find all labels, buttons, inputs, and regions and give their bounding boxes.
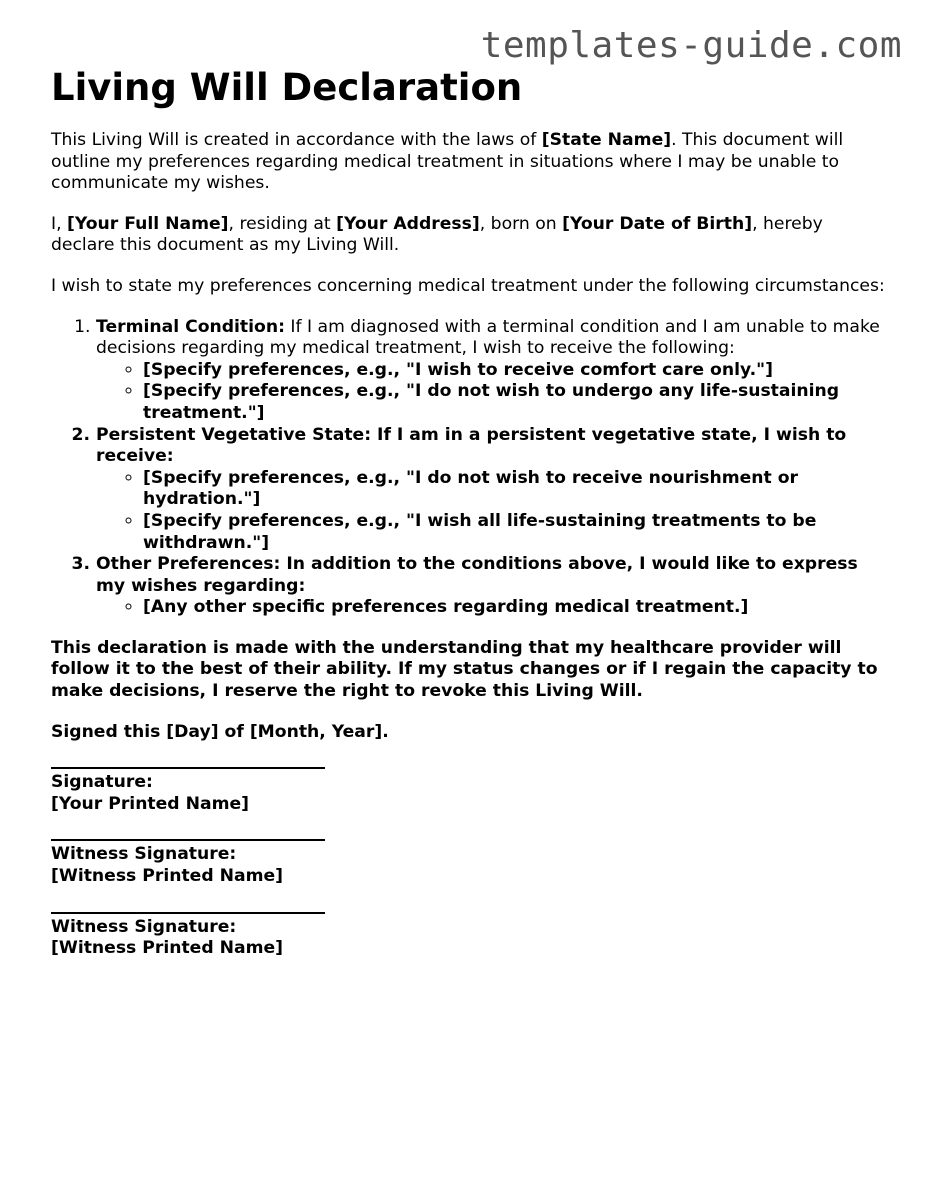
condition-text: If I am in a persistent vegetative state, I wish to receive:: [96, 424, 847, 467]
condition-heading: Terminal Condition:: [96, 316, 285, 337]
condition-item: [96, 317, 886, 425]
preference-sublist: [96, 468, 886, 554]
address-placeholder: [Your Address]: [336, 213, 480, 234]
condition-heading: Other Preferences:: [96, 554, 281, 575]
condition-item: [96, 554, 886, 619]
signature-block: [51, 767, 886, 815]
conditions-list: [51, 317, 886, 619]
preference-sublist: [96, 597, 886, 619]
signature-line: [51, 912, 325, 914]
preferences-intro: I wish to state my preferences concerning medical treatment under the following circumstances:: [51, 275, 885, 296]
signature-line: [51, 767, 325, 769]
intro-text-post: . This document will outline my preferences regarding medical treatment in situations where I may be unable to communicate my wishes.: [51, 130, 844, 194]
preference-item: [143, 597, 886, 619]
intro-text-pre: This Living Will is created in accordance with the laws of: [51, 130, 542, 150]
preference-item: [143, 381, 886, 424]
signed-date-line: Signed this [Day] of [Month, Year].: [51, 721, 389, 742]
witness-signature-block: [51, 912, 886, 960]
document-body: [51, 66, 886, 960]
witness-signature-block: [51, 839, 886, 887]
declarant-text-pre: I,: [51, 213, 67, 234]
signature-label: Witness Signature:: [51, 916, 237, 937]
closing-paragraph: This declaration is made with the understanding that my healthcare provider will follow it to the best of their ability. If my status changes or if I regain the capacity to make decisions, I reserve the right to revoke this Living Will.: [51, 637, 878, 702]
condition-item: [96, 425, 886, 555]
signature-line: [51, 839, 325, 841]
preference-text: [Specify preferences, e.g., "I do not wish to receive nourishment or hydration."]: [143, 467, 799, 510]
watermark: templates-guide.com: [480, 25, 902, 66]
preference-item: [143, 360, 886, 382]
signature-label: Signature:: [51, 772, 153, 793]
preference-item: [143, 468, 886, 511]
signature-label: Witness Signature:: [51, 844, 237, 865]
preference-item: [143, 511, 886, 554]
condition-text: If I am diagnosed with a terminal condition and I am unable to make decisions regarding my medical treatment, I wish to receive the following:: [96, 316, 880, 359]
preference-text: [Specify preferences, e.g., "I do not wish to undergo any life-sustaining treatment."]: [143, 381, 840, 423]
printed-name: [Witness Printed Name]: [51, 938, 284, 959]
printed-name: [Witness Printed Name]: [51, 866, 284, 887]
printed-name: [Your Printed Name]: [51, 793, 249, 814]
condition-text: In addition to the conditions above, I would like to express my wishes regarding:: [96, 554, 858, 596]
intro-paragraph: [51, 130, 886, 195]
preference-text: [Specify preferences, e.g., "I wish all life-sustaining treatments to be withdrawn."]: [143, 510, 817, 553]
preference-text: [Any other specific preferences regarding medical treatment.]: [143, 597, 749, 618]
declarant-text-mid1: , residing at: [228, 213, 337, 234]
preference-text: [Specify preferences, e.g., "I wish to receive comfort care only."]: [143, 359, 773, 380]
full-name-placeholder: [Your Full Name]: [67, 213, 229, 234]
declarant-text-mid2: , born on: [479, 213, 563, 234]
state-name-placeholder: [State Name]: [541, 130, 672, 150]
page-title: Living Will Declaration: [51, 66, 523, 109]
condition-heading: Persistent Vegetative State:: [96, 424, 372, 445]
preference-sublist: [96, 360, 886, 425]
dob-placeholder: [Your Date of Birth]: [562, 213, 753, 234]
declarant-paragraph: [51, 214, 886, 257]
declarant-text-post: , hereby declare this document as my Living Will.: [51, 213, 823, 256]
